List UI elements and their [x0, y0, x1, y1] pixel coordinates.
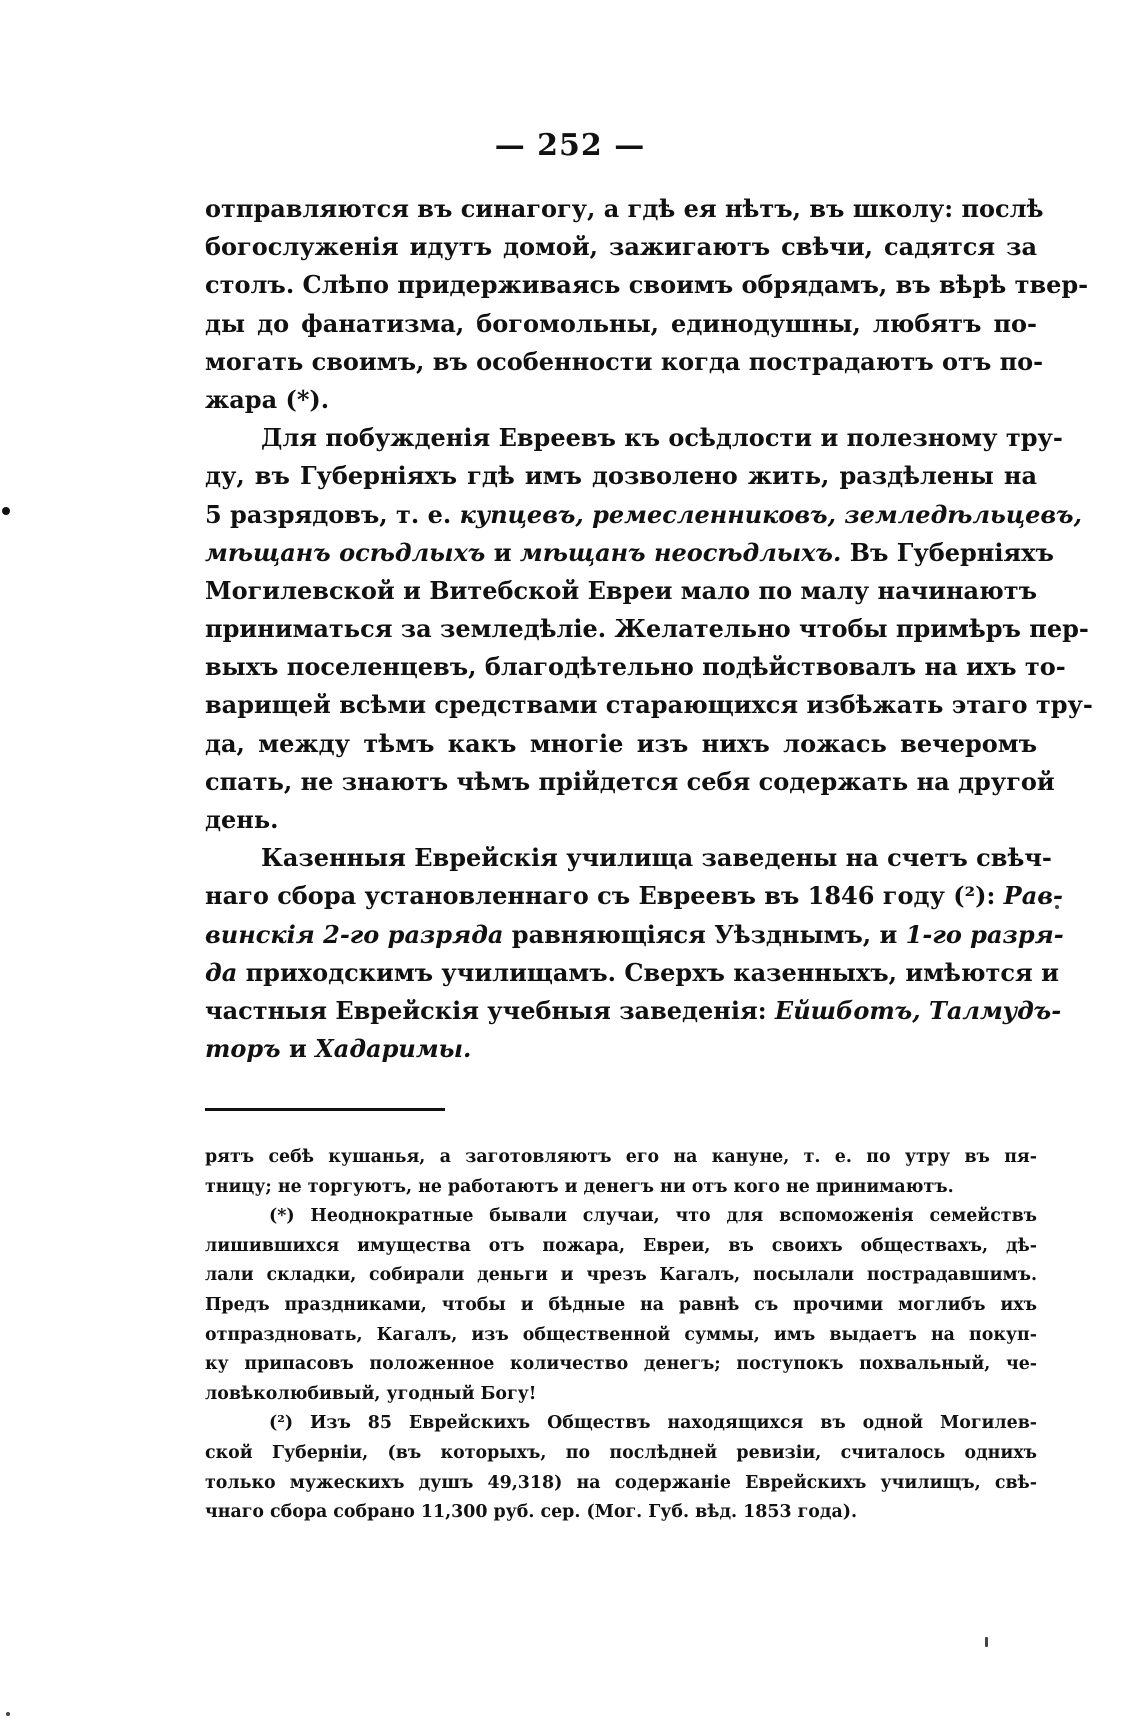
footnote-line: лишившихся имущества отъ пожара, Евреи, въ своихъ обществахъ, дѣ-: [205, 1235, 1037, 1256]
footnote-line: ской Губерніи, (въ которыхъ, по послѣдней ревизіи, считалось однихъ: [205, 1442, 1037, 1463]
category-artisans: ремесленниковъ,: [592, 499, 836, 529]
footnote-line: ку припасовъ положенное количество денегъ; поступокъ похвальный, че-: [205, 1354, 1037, 1375]
footnote-2: (²) Изъ 85 Еврейскихъ Обществъ находящихся въ одной Могилев-: [269, 1413, 1037, 1434]
text-line: выхъ поселенцевъ, благодѣтельно подѣйствовалъ на ихъ то-: [205, 652, 1066, 682]
text-line: спать, не знаютъ чѣмъ прійдется себя содержать на другой: [205, 766, 1055, 796]
text-line: могать своимъ, въ особенности когда пострадаютъ отъ по-: [205, 346, 1044, 376]
page-number: — 252 —: [494, 128, 646, 163]
text-run: частныя Еврейскія учебныя заведенія:: [205, 995, 767, 1025]
footnote-line: Предъ праздниками, чтобы и бѣдные на равнѣ съ прочими моглибъ ихъ: [205, 1294, 1037, 1315]
text-line: столъ. Слѣпо придерживаясь своимъ обрядамъ, въ вѣрѣ твер-: [205, 270, 1089, 300]
text-line: [205, 992, 1062, 1030]
text-line: день.: [205, 805, 279, 834]
category-settled-burghers: мѣщанъ осѣдлыхъ: [205, 537, 486, 567]
paragraph-start: Казенныя Еврейскія училища заведены на счетъ свѣч-: [261, 843, 1052, 873]
text-line: [205, 916, 1064, 954]
footnote-line: лали складки, собирали деньги и чрезъ Кагалъ, посылали пострадавшимъ.: [205, 1265, 1037, 1286]
text-line: варищей всѣми средствами старающихся избѣжать этаго тру-: [205, 690, 1093, 720]
text-line: [205, 534, 1054, 572]
text-line: Могилевской и Витебской Евреи мало по малу начинаютъ: [205, 575, 1037, 605]
footnotes: [205, 1143, 1037, 1528]
footnote-line: рятъ себѣ кушанья, а заготовляютъ его на кануне, т. е. по утру въ пя-: [205, 1147, 1037, 1167]
main-text: [205, 190, 1093, 1068]
school-type-rabbinical: Рав-: [1003, 881, 1063, 911]
text-line: [205, 496, 1082, 534]
footnote-line: тницу; не торгуютъ, не работаютъ и денегъ ни отъ кого не принимаютъ.: [205, 1176, 954, 1197]
scan-speck: [6, 1712, 10, 1716]
text-run: равняющіяся Уѣзднымъ, и: [511, 919, 898, 949]
text-line: ду, въ Губерніяхъ гдѣ имъ дозволено жить, раздѣлены на: [205, 461, 1037, 491]
margin-mark: [2, 507, 10, 515]
text-line: да, между тѣмъ какъ многіе изъ нихъ ложась вечеромъ: [205, 728, 1037, 758]
text-line: ды до фанатизма, богомольны, единодушны, любятъ по-: [205, 308, 1037, 338]
school-type-1st: 1-го разря-: [905, 919, 1064, 949]
text-line: отправляются въ синагогу, а гдѣ ея нѣтъ, въ школу: послѣ: [205, 194, 1044, 223]
footnote-line: ловѣколюбивый, угодный Богу!: [205, 1383, 537, 1404]
text-run: торъ: [205, 1034, 281, 1064]
text-line: приниматься за земледѣліе. Желательно чтобы примѣръ пер-: [205, 614, 1089, 644]
category-merchants: купцевъ,: [459, 499, 584, 529]
school-type-talmud-torah: Талмудъ-: [928, 995, 1062, 1025]
text-line: [205, 877, 1063, 915]
text-line: богослуженія идутъ домой, зажигаютъ свѣчи, садятся за: [205, 232, 1037, 262]
footnote-line: отпраздновать, Кагалъ, изъ общественной суммы, имъ выдаетъ на покуп-: [205, 1324, 1037, 1345]
text-run: наго сбора установленнаго съ Евреевъ въ 1846 году (²):: [205, 881, 996, 911]
footnote-1: (*) Неоднократные бывали случаи, что для вспоможенія семействъ: [269, 1206, 1037, 1227]
category-unsettled-burghers: мѣщанъ неосѣдлыхъ.: [519, 537, 842, 567]
text-run: приходскимъ училищамъ. Сверхъ казенныхъ, имѣются и: [245, 957, 1059, 987]
text-line: [205, 954, 1059, 992]
text-run: Въ Губерніяхъ: [849, 537, 1054, 567]
category-farmers: земледѣльцевъ,: [844, 499, 1082, 529]
footnote-line: чнаго сбора собрано 11,300 руб. сер. (Мог. Губ. вѣд. 1853 года).: [205, 1502, 857, 1523]
text-run: да: [205, 957, 238, 987]
footnote-divider: [205, 1108, 445, 1111]
text-run: 5 разрядовъ, т. е.: [205, 499, 452, 529]
scan-speck: [985, 1637, 988, 1647]
text-line: жара (*).: [205, 384, 330, 414]
paragraph-start: Для побужденія Евреевъ къ осѣдлости и полезному тру-: [261, 423, 1063, 453]
school-type-rabbinical-2nd: винскія 2-го разряда: [205, 919, 504, 949]
school-type-yeshiva: Ейшботъ,: [774, 995, 921, 1025]
text-line: [205, 1030, 1037, 1068]
text-run: и: [493, 537, 512, 567]
text-run: и: [289, 1034, 307, 1064]
school-type-cheder: Хадаримы.: [315, 1034, 472, 1064]
footnote-line: только мужескихъ душъ 49,318) на содержаніе Еврейскихъ училищъ, свѣ-: [205, 1472, 1037, 1493]
